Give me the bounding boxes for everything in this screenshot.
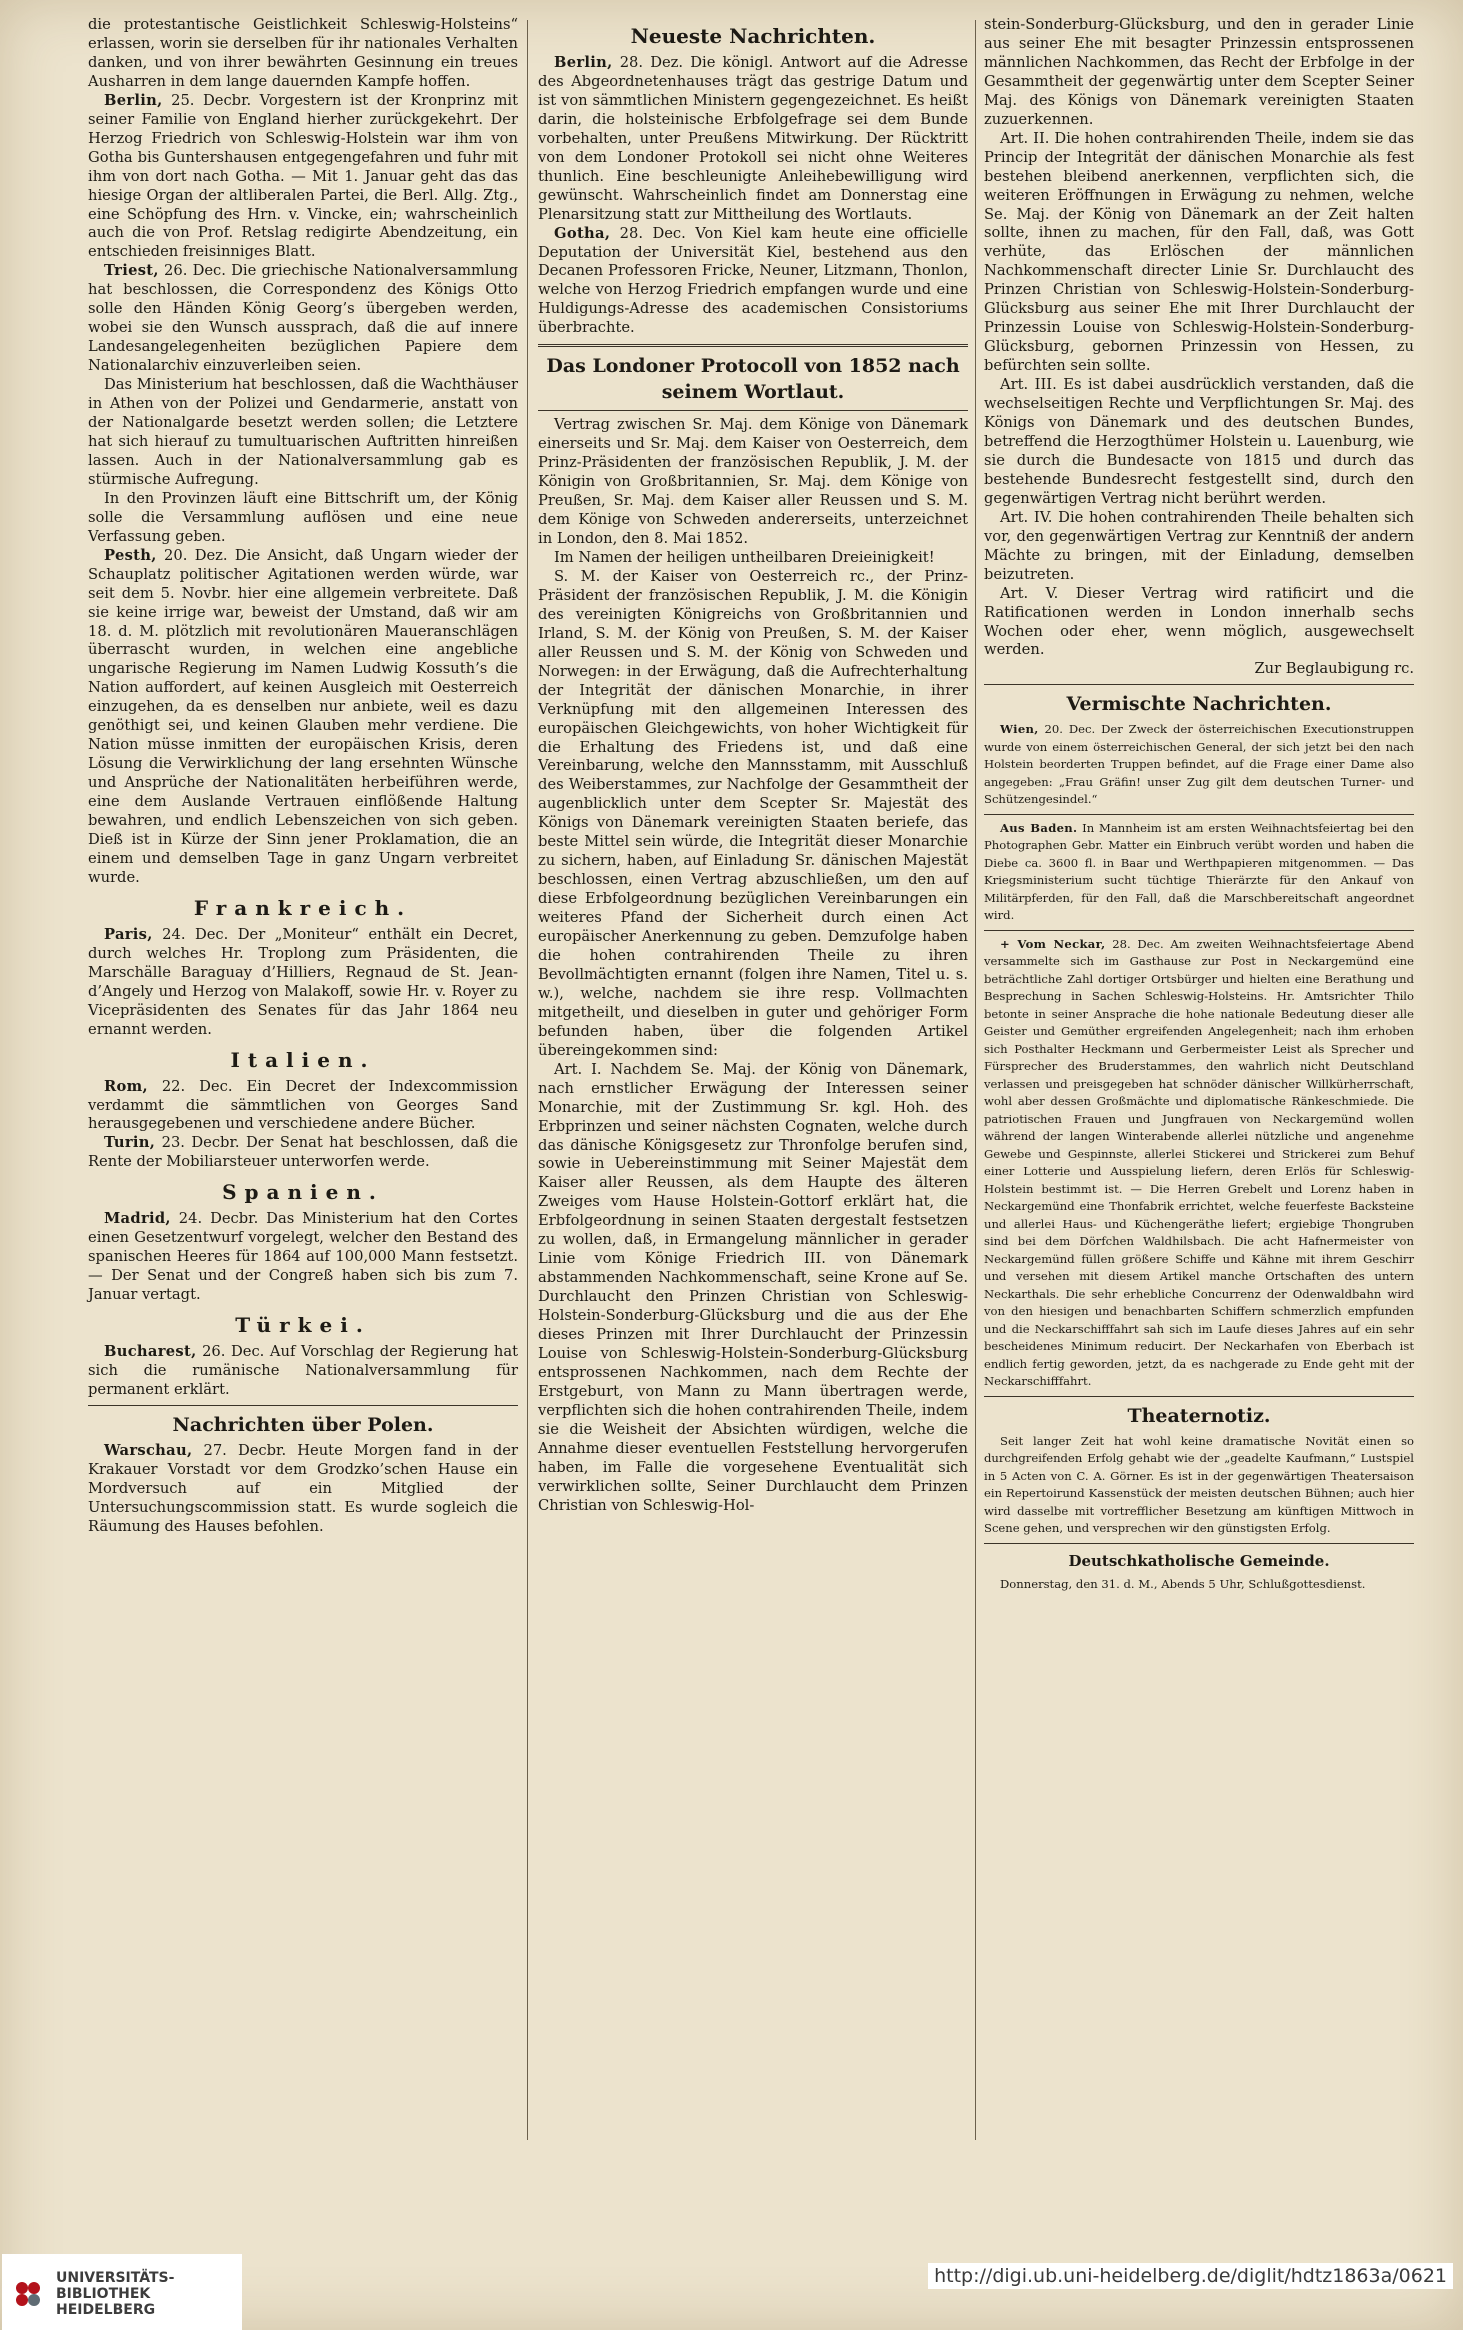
section-heading-latest-news: Neueste Nachrichten. (630, 24, 876, 48)
article-gotha: Gotha, 28. Dec. Von Kiel kam heute eine officielle Deputation der Universität Kiel, bestehend aus den Decanen Professoren Fricke, Neuner, Litzmann, Thonlon, welche von Herzog Friedrich empfangen wurde und eine Huldigungs-Adresse des academischen Consistoriums überbrachte. (538, 224, 969, 337)
treaty-article-1: Art. I. Nachdem Se. Maj. der König von Dänemark, nach ernstlicher Erwägung der Interessen seiner Monarchie, mit der Zustimmung Sr. kgl. Hoh. des Erbprinzen und seiner nächsten Cognaten, welche durch das dänische Königsgesetz zur Thronfolge berufen sind, sowie in Uebereinstimmung mit Seiner Majestät dem Kaiser aller Reussen, als dem Haupte des älteren Zweiges vom Hause Holstein-Gottorf erklärt hat, die Erbfolgeordnung in seinen Staaten dergestalt festsetzen zu wollen, daß, in Ermangelung männlicher in gerader Linie vom Könige Friedrich III. von Dänemark abstammenden Nachkommenschaft, seine Krone auf Se. Durchlaucht den Prinzen Christian von Schleswig-Holstein-Sonderburg-Glücksburg und die aus der Ehe dieses Prinzen mit Ihrer Durchlaucht der Prinzessin Louise von Schleswig-Holstein-Sonderburg-Glücksburg entsprossenen Nachkommen, nach dem Rechte der Erstgeburt, von Mann zu Mann übertragen werde, verpflichten sich die hohen contrahirenden Theile, indem sie die Weisheit der Absichten würdigen, welche die Annahme dieser eventuellen Feststellung hervorgerufen haben, im Falle die vorgesehene Eventualität sich verwirklichen sollte, Seiner Durchlaucht dem Prinzen Christian von Schleswig-Hol- (538, 1060, 968, 1514)
column-right (984, 16, 1414, 1593)
library-logo[interactable] (2, 2254, 242, 2334)
treaty-closing: Zur Beglaubigung rc. (1254, 660, 1414, 678)
dateline-place: Berlin, (554, 54, 613, 71)
section-heading-italy: Italien. (230, 1047, 376, 1072)
dateline-place: Paris, (104, 925, 153, 943)
article-pesth: Pesth, 20. Dez. Die Ansicht, daß Ungarn wieder der Schauplatz politischer Agitationen werden würde, war seit dem 5. Novbr. hier eine allgemein verbreitete. Daß sie keine irrige war, beweist der Umstand, daß wir am 18. d. M. plötzlich mit revolutionären Maueranschlägen überrascht wurden, in welchen eine angebliche ungarische Regierung im Namen Ludwig Kossuth’s die Nation auffordert, auf keinen Ausgleich mit Oesterreich einzugehen, da es denselben nur anbiete, weil es dazu genöthigt sei, und keinen Glauben mehr verdiene. Die Nation müsse inmitten der europäischen Krisis, deren Lösung die Verwirklichung der lang ersehnten Wünsche und Ansprüche der Nationalitäten herbeiführen werde, eine dem Auslande Vertrauen einflößende Haltung bewahren, und endlich Lebenszeichen von sich geben. Dieß ist in Kürze der Sinn jener Proklamation, die an einem und demselben Tage in ganz Ungarn verbreitet wurde. (88, 546, 519, 886)
divider (984, 930, 1414, 931)
dateline-place: Triest, (104, 262, 159, 280)
section-heading-spain: Spanien. (222, 1180, 384, 1205)
dateline-place: Wien, (1000, 722, 1039, 737)
article-warschau: Warschau, 27. Decbr. Heute Morgen fand in der Krakauer Vorstadt vor dem Grodzko’schen Hause ein Mordversuch auf ein Mitglied der Untersuchungscommission statt. Es wurde sogleich die Räumung des Hauses befohlen. (88, 1441, 518, 1535)
column-divider (975, 20, 976, 2140)
article-paris: Paris, 24. Dec. Der „Moniteur“ enthält ein Decret, durch welches Hr. Troplong zum Präsidenten, die Marschälle Baraguay d’Hilliers, Regnaud de St. Jean-d’Angely und Herzog von Malakoff, sowie Hr. v. Royer zu Vicepräsidenten des Senates für das Jahr 1864 neu ernannt werden. (88, 925, 519, 1038)
article-berlin-latest: Berlin, 28. Dez. Die königl. Antwort auf die Adresse des Abgeordnetenhauses trägt das gestrige Datum und ist von sämmtlichen Ministern gegengezeichnet. Es heißt darin, die holsteinische Erbfolgefrage sei dem Bunde vorbehalten, unter Preußens Mitwirkung. Der Rücktritt von dem Londoner Protokoll sei nicht ohne Weiteres thunlich. Eine beschleunigte Anleihebewilligung wird gewünscht. Wahrscheinlich findet am Donnerstag eine Plenarsitzung statt zur Mittheilung des Wortlauts. (538, 54, 968, 223)
article-rom: Rom, 22. Dec. Ein Decret der Indexcommission verdammt die sämmtlichen von Georges Sand herausgegebenen und verschiedene andere Bücher. (88, 1077, 518, 1133)
section-heading-theatre: Theaternotiz. (1127, 1404, 1271, 1427)
treaty-paragraph: stein-Sonderburg-Glücksburg, und den in gerader Linie aus seiner Ehe mit besagter Prinzessin entsprossenen männlichen Nachkommen, das Recht der Erbfolge in der Gesammtheit der gegenwärtig unter dem Scepter Seiner Maj. des Königs von Dänemark vereinigten Staaten zuzuerkennen. (984, 16, 1414, 128)
article-triest: Triest, 26. Dec. Die griechische Nationalversammlung hat beschlossen, die Correspondenz des Königs Otto solle den Händen König Georg’s übergeben werden, wobei sie den Wunsch aussprach, daß die auf innere Landesangelegenheiten bezüglichen Papiere dem Nationalarchiv einzuverleiben seien. (88, 262, 519, 375)
section-heading-turkey: Türkei. (235, 1313, 371, 1338)
treaty-article-4: Art. IV. Die hohen contrahirenden Theile behalten sich vor, den gegenwärtigen Vertrag zur Kenntniß der andern Mächte zu bringen, mit der Einladung, demselben beizutreten. (984, 508, 1414, 583)
section-heading-france: Frankreich. (193, 895, 413, 920)
section-heading-london-protocol: Das Londoner Protocoll von 1852 nach seinem Wortlaut. (546, 355, 960, 404)
section-heading-church: Deutschkatholische Gemeinde. (1068, 1551, 1330, 1570)
dateline-place: Bucharest, (104, 1343, 197, 1361)
library-name: UNIVERSITÄTS- BIBLIOTHEK HEIDELBERG (56, 2270, 175, 2318)
treaty-article-2: Art. II. Die hohen contrahirenden Theile, indem sie das Princip der Integrität der dänischen Monarchie als fest bestehen bleibend anerkennen, verpflichten sich, die weiteren Eröffnungen in Erwägung zu nehmen, welche Se. Maj. der König von Dänemark an der Zeit halten sollte, ihnen zu machen, für den Fall, daß, was Gott verhüte, das Erlöschen der männlichen Nachkommenschaft directer Linie Sr. Durchlaucht des Prinzen Christian von Schleswig-Holstein-Sonderburg-Glücksburg aus seiner Ehe mit Ihrer Durchlaucht der Prinzessin Louise von Schleswig-Holstein-Sonderburg-Glücksburg, gebornen Prinzessin von Hessen, zu befürchten sein sollte. (984, 129, 1414, 375)
column-left (88, 16, 518, 1537)
article-baden: Aus Baden. In Mannheim ist am ersten Weihnachtsfeiertag bei den Photographen Gebr. Matter ein Einbruch verübt worden und haben die Diebe ca. 3600 fl. in Baar und Werthpapieren mitgenommen. — Das Kriegsministerium sucht tüchtige Thierärzte für den Ankauf von Militärpferden, für den Fall, daß die Marschbereitschaft angeordnet wird. (984, 820, 1415, 923)
section-heading-poland: Nachrichten über Polen. (172, 1413, 434, 1436)
article-berlin: Berlin, 25. Decbr. Vorgestern ist der Kronprinz mit seiner Familie von England hierher zurückgekehrt. Der Herzog Friedrich von Schleswig-Holstein war ihm von Gotha bis Guntershausen entgegengefahren und fuhr mit ihm von dort nach Gotha. — Mit 1. Januar geht das das hiesige Organ der altliberalen Partei, die Berl. Allg. Ztg., eine Schöpfung des Hrn. v. Vincke, ein; wahrscheinlich auch die von Prof. Retslag redigirte Abendzeitung, ein entschieden freisinniges Blatt. (88, 91, 518, 261)
permalink-url[interactable]: http://digi.ub.uni-heidelberg.de/diglit/hdtz1863a/0621 (928, 2263, 1453, 2289)
dateline-place: Gotha, (554, 224, 611, 242)
dateline-place: Pesth, (104, 546, 157, 564)
article-madrid: Madrid, 24. Decbr. Das Ministerium hat den Cortes einen Gesetzentwurf vorgelegt, welcher den Bestand des spanischen Heeres für 1864 auf 100,000 Mann festsetzt. — Der Senat und der Congreß haben sich bis zum 7. Januar vertagt. (88, 1210, 518, 1304)
dateline-place: Rom, (104, 1077, 148, 1095)
article-turin: Turin, 23. Decbr. Der Senat hat beschlossen, daß die Rente der Mobiliarsteuer unterworfen werde. (88, 1134, 519, 1171)
treaty-article-5: Art. V. Dieser Vertrag wird ratificirt und die Ratificationen werden in London innerhalb sechs Wochen oder eher, wenn möglich, ausgewechselt werden. (984, 584, 1414, 659)
divider (538, 344, 968, 347)
divider (984, 684, 1414, 685)
article-theatre: Seit langer Zeit hat wohl keine dramatische Novität einen so durchgreifenden Erfolg gehabt wie der „geadelte Kaufmann,“ Lustspiel in 5 Acten von C. A. Görner. Es ist in der gegenwärtigen Theatersaison ein Repertoirund Kassenstück der meisten deutschen Bühnen; auch hier wird dasselbe mit vortrefflicher Besetzung am künftigen Mittwoch in Scene gehen, und versprechen wir den günstigsten Erfolg. (984, 1433, 1414, 1536)
dateline-place: Turin, (104, 1134, 156, 1152)
dateline-place: Madrid, (104, 1210, 171, 1228)
dateline-place: Aus Baden. (1000, 820, 1078, 835)
divider (538, 410, 968, 411)
article-paragraph: In den Provinzen läuft eine Bittschrift um, der König solle die Versammlung auflösen und eine neue Verfassung geben. (88, 489, 518, 545)
column-middle (538, 16, 968, 1516)
treaty-article-3: Art. III. Es ist dabei ausdrücklich verstanden, daß die wechselseitigen Rechte und Verpflichtungen Sr. Maj. des Königs von Dänemark und des deutschen Bundes, betreffend die Herzogthümer Holstein u. Lauenburg, wie sie durch die Bundesacte von 1815 und durch das bestehende Bundesrecht festgestellt sind, durch den gegenwärtigen Vertrag nicht berührt werden. (984, 376, 1414, 507)
divider (984, 814, 1414, 815)
divider (984, 1543, 1414, 1544)
divider (984, 1396, 1414, 1397)
dateline-place: Warschau, (104, 1441, 193, 1459)
section-heading-misc: Vermischte Nachrichten. (1066, 693, 1332, 716)
footer-bar (0, 2330, 1463, 2351)
article-paragraph: die protestantische Geistlichkeit Schleswig-Holsteins“ erlassen, worin sie derselben für ihr nationales Verhalten danken, und von ihrer bewährten Gesinnung ein treues Ausharren in dem lange dauernden Kampfe hoffen. (88, 16, 518, 90)
article-wien: Wien, 20. Dec. Der Zweck der österreichischen Executionstruppen wurde von einem österreichischen General, der sich jetzt bei den nach Holstein beorderten Truppen befindet, auf die Frage einer Dame also angegeben: „Frau Gräfin! unser Zug gilt dem deutschen Turner- und Schützengesindel.“ (984, 722, 1415, 807)
article-church: Donnerstag, den 31. d. M., Abends 5 Uhr, Schlußgottesdienst. (1000, 1576, 1366, 1591)
dateline-place: Berlin, (104, 91, 163, 109)
column-divider (527, 20, 528, 2140)
article-paragraph: Das Ministerium hat beschlossen, daß die Wachthäuser in Athen von der Polizei und Gendarmerie, anstatt von der Nationalgarde besetzt werden sollen; die Letztere hat sich hierauf zu tumultuarischen Auftritten hinreißen lassen. Auch in der Nationalversammlung gab es stürmische Aufregung. (88, 376, 518, 488)
article-bucharest: Bucharest, 26. Dec. Auf Vorschlag der Regierung hat sich die rumänische Nationalversammlung für permanent erklärt. (88, 1343, 518, 1398)
article-neckar: + Vom Neckar, 28. Dec. Am zweiten Weihnachtsfeiertage Abend versammelte sich im Gasthause zur Post in Neckargemünd eine beträchtliche Zahl dortiger Ortsbürger und hielten eine Berathung und Besprechung in Sachen Schleswig-Holsteins. Hr. Amtsrichter Thilo betonte in seiner Ansprache die hohe nationale Bedeutung dieser alle Geister und Gemüther ergreifenden Angelegenheit; nach ihm erhoben sich Posthalter Heckmann und Gerbermeister Leist als Sprecher und Fürsprecher des Bruderstammes, den wahrlich nicht Deutschland verlassen und preisgegeben hat schnöder dänischer Willkürherrschaft, wohl aber dessen Großmächte und diplomatische Ränkeschmiede. Die patriotischen Frauen und Jungfrauen von Neckargemünd wollen während der langen Winterabende allerlei nützliche und angenehme Gewebe und Gespinnste, allerlei Stickerei und Strickerei zum Behuf einer Lotterie und Ausspielung liefern, deren Erlös für Schleswig-Holstein bestimmt ist. — Die Herren Grebelt und Lorenz haben in Neckargemünd eine Thonfabrik errichtet, welche feuerfeste Backsteine und allerlei Haus- und Küchengeräthe liefert; ergiebige Thongruben sind bei dem Dörfchen Waldhilsbach. Die acht Hafnermeister von Neckargemünd füllen größere Schiffe und Kähne mit ihrem Geschirr und versehen mit diesem Artikel manche Ortschaften des untern Neckarthals. Die sehr erhebliche Concurrenz der Odenwaldbahn wird von den hiesigen und benachbarten Schiffern schmerzlich empfunden und die Neckarschifffahrt sah sich im Laufe dieses Jahres auf ein sehr bescheidenes Minimum reducirt. Der Neckarhafen von Eberbach ist endlich fertig geworden, jetzt, da es nachgerade zu Ende geht mit der Neckarschifffahrt. (984, 936, 1415, 1389)
treaty-paragraph: S. M. der Kaiser von Oesterreich rc., der Prinz-Präsident der französischen Republik, J. M. die Königin des vereinigten Königreichs von Großbritannien und Irland, S. M. der König von Preußen, S. M. der Kaiser aller Reussen und S. M. der König von Schweden und Norwegen: in der Erwägung, daß die Aufrechterhaltung der Integrität der dänischen Monarchie, in ihrer Verknüpfung mit den allgemeinen Interessen des europäischen Gleichgewichts, von hoher Wichtigkeit für die Erhaltung des Friedens ist, und daß eine Vereinbarung, welche den Mannsstamm, mit Ausschluß des Weiberstammes, zur Nachfolge der Gesammtheit der augenblicklich unter dem Scepter Sr. Majestät des Königs von Dänemark vereinigten Staaten beriefe, das beste Mittel sein würde, die Integrität dieser Monarchie zu sichern, haben, auf Einladung Sr. dänischen Majestät beschlossen, einen Vertrag abzuschließen, um den auf diese Erbfolgeordnung bezüglichen Vereinbarungen ein weiteres Pfand der Sicherheit durch einen Act europäischer Anerkennung zu geben. Demzufolge haben die hohen contrahirenden Theile zu ihren Bevollmächtigten ernannt (folgen ihre Namen, Titel u. s. w.), welche, nachdem sie ihre resp. Vollmachten mitgetheilt, und dieselben in guter und gehöriger Form befunden haben, über die folgenden Artikel übereingekommen sind: (538, 567, 968, 1059)
library-logo-icon (10, 2276, 46, 2312)
dateline-place: + Vom Neckar, (1000, 936, 1106, 951)
divider (88, 1405, 518, 1406)
treaty-paragraph: Vertrag zwischen Sr. Maj. dem Könige von Dänemark einerseits und Sr. Maj. dem Kaiser von Oesterreich, dem Prinz-Präsidenten der französischen Republik, J. M. der Königin von Großbritannien, Sr. Maj. dem Könige von Preußen, Sr. Maj. dem Kaiser aller Reussen und S. M. dem Könige von Schweden andererseits, unterzeichnet in London, den 8. Mai 1852. (538, 416, 968, 548)
misc-news (984, 721, 1414, 1391)
treaty-paragraph: Im Namen der heiligen untheilbaren Dreieinigkeit! (554, 548, 935, 566)
